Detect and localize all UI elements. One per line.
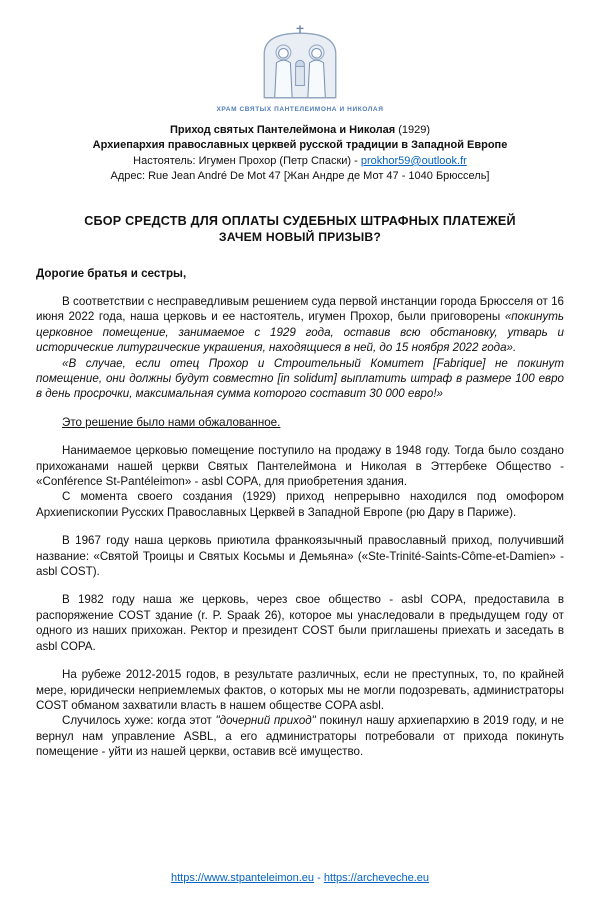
parish-website-link[interactable]: https://www.stpanteleimon.eu — [170, 872, 315, 885]
paragraph-court-ruling — [36, 294, 564, 356]
parish-year: (1929) — [395, 124, 431, 137]
paragraph-appeal — [36, 415, 564, 430]
parish-emblem — [36, 24, 564, 115]
paragraph-2019-text-2: покинул нашу архиепархию в 2019 году, и не вернул нам управление ASBL, а его администраторы потребовали от прихода покинуть помещение - уйти из нашей церкви, оставив всё имущество. — [36, 714, 564, 759]
footer-separator: - — [314, 872, 324, 885]
letterhead-archdiocese: Архиепархия православных церквей русской традиции в Западной Европе — [92, 139, 508, 152]
salutation: Дорогие братья и сестры, — [36, 266, 187, 280]
letter-body — [36, 266, 564, 760]
paragraph-2012-2015-takeover: На рубеже 2012-2015 годов, в результате различных, если не преступных, то, по крайней мере, юридически неприемлемых фактов, о которых мы не могли подозревать, администраторы COST обманом захватили власть в нашем обществе COPA asbl. — [36, 668, 564, 712]
rector-email-link[interactable]: prokhor59@outlook.fr — [360, 154, 467, 167]
archdiocese-website-link[interactable]: https://archeveche.eu — [323, 872, 430, 885]
paragraph-1982-building: В 1982 году наша же церковь, через свое общество - asbl COPA, предоставила в распоряжение COST здание (r. P. Spaak 26), которое мы унаследовали в предыдущем году от одного из наших прихожан. Ректор и президент COST были приглашены приехать и заседать в asbl COPA. — [36, 593, 564, 653]
daughter-parish-quote: "дочерний приход" — [215, 714, 316, 728]
paragraph-1948-sale: Нанимаемое церковью помещение поступило на продажу в 1948 году. Тогда было создано прихожанами нашей церкви Святых Пантелеймона и Николая в Эттербеке Общество - «Conférence St-Pantéleimon» - asbl COPA, для приобретения здания. — [36, 444, 564, 489]
appeal-statement: Это решение было нами обжалованное. — [62, 415, 281, 429]
paragraph-court-ruling-text: В соответствии с несправедливым решением суда первой инстанции города Брюсселя от 16 июня 2022 года, наша церковь и ее настоятель, игумен Прохор, были приговорены — [36, 294, 564, 324]
paragraph-2019-text-1: Случилось хуже: когда этот — [62, 714, 216, 728]
parish-emblem-caption: ХРАМ СВЯТЫХ ПАНТЕЛЕИМОНА И НИКОЛАЯ — [216, 106, 384, 114]
parish-name: Приход святых Пантелеймона и Николая — [169, 124, 396, 137]
letterhead-parish-name — [36, 123, 564, 138]
letterhead — [36, 123, 564, 185]
paragraph-1967-parish: В 1967 году наша церковь приютила франкоязычный православный приход, получивший название: «Святой Троицы и Святых Косьмы и Демьяна» («Ste-Trinité-Saints-Côme-et-Damien» - asbl COST). — [36, 534, 564, 579]
paragraph-penalty-quote: «В случае, если отец Прохор и Строительный Комитет [Fabrique] не покинут помещение, они должны будут совместно [in solidum] выплатить штраф в размере 100 евро в день просрочки, максимальная сумма которого составит 30 000 евро!» — [36, 356, 564, 401]
parish-emblem-icon — [252, 24, 348, 104]
paragraph-court-ruling-quote: «покинуть церковное помещение, занимаемое с 1929 года, оставив всю обстановку, утварь и исторические литургические украшения, находящиеся в ней, до 15 ноября 2022 года». — [36, 310, 564, 355]
paragraph-2019-departure — [36, 713, 564, 759]
document-title-line2: ЗАЧЕМ НОВЫЙ ПРИЗЫВ? — [218, 230, 382, 245]
letterhead-rector-line — [36, 154, 564, 169]
document-title — [36, 213, 564, 246]
footer-links — [36, 871, 564, 886]
letterhead-address: Адрес: Rue Jean André De Mot 47 [Жан Андре де Мот 47 - 1040 Брюссель] — [110, 170, 490, 183]
rector-label: Настоятель: Игумен Прохор (Петр Спаски) - — [133, 154, 361, 167]
paragraph-omophorion: С момента своего создания (1929) приход непрерывно находился под омофором Архиепископии Русских Православных Церквей в Западной Европе (рю Дару в Париже). — [36, 490, 564, 519]
document-title-line1: СБОР СРЕДСТВ ДЛЯ ОПЛАТЫ СУДЕБНЫХ ШТРАФНЫХ ПЛАТЕЖЕЙ — [84, 213, 516, 228]
